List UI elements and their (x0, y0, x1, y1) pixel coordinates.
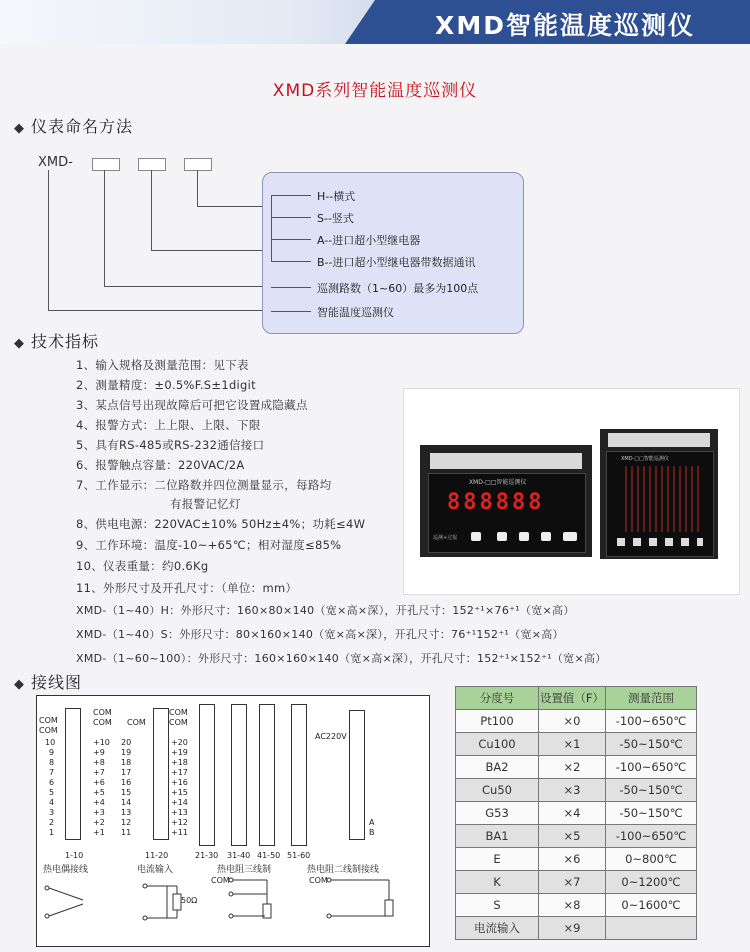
table-cell: 0~1600℃ (606, 894, 697, 917)
terminal-label: +16 (171, 778, 188, 787)
bus-label-a: A (369, 818, 375, 827)
range-label: 51-60 (287, 851, 311, 860)
product-photo (403, 388, 740, 595)
terminal-label: 1 (49, 828, 55, 837)
terminal-label: +18 (171, 758, 188, 767)
spec-item: 10、仪表重量：约0.6Kg (76, 559, 209, 573)
terminal-label: +1 (93, 828, 105, 837)
bracket-line (271, 195, 272, 261)
com-label: COM (39, 726, 58, 735)
terminal-label: +17 (171, 768, 188, 777)
table-cell: E (456, 848, 539, 871)
table-cell: Cu100 (456, 733, 539, 756)
com-label: COM (127, 718, 146, 727)
com-label: COM (93, 718, 112, 727)
terminal-label: 7 (49, 768, 55, 777)
terminal-label: +15 (171, 788, 188, 797)
diamond-bullet-icon: ◆ (14, 121, 25, 136)
table-cell: -50~150℃ (606, 733, 697, 756)
spec-item: 7、工作显示：二位路数并四位测量显示，每路均 (76, 478, 332, 492)
dimension-line: XMD-（1~40）S：外形尺寸：80×160×140（宽×高×深），开孔尺寸：76⁺¹152⁺¹（宽×高） (76, 628, 564, 641)
table-header-cell: 设置值（F） (539, 687, 606, 710)
terminal-label: +7 (93, 768, 105, 777)
device-button (497, 532, 507, 541)
device-top-plate (608, 433, 710, 447)
terminal-label: +11 (171, 828, 188, 837)
terminal-label: 9 (49, 748, 55, 757)
table-row (456, 871, 697, 894)
table-row (456, 917, 697, 940)
terminal-label: +10 (93, 738, 110, 747)
measurement-range-table (455, 686, 697, 940)
connector-line (48, 170, 49, 310)
table-cell: S (456, 894, 539, 917)
device-button (471, 532, 481, 541)
table-cell: -50~150℃ (606, 779, 697, 802)
device-buttons (617, 538, 703, 546)
document-title: XMD系列智能温度巡测仪 (272, 81, 478, 101)
com-label: COM (169, 718, 188, 727)
table-cell: 0~800℃ (606, 848, 697, 871)
terminal-label: 15 (121, 788, 132, 797)
terminal-label: +8 (93, 758, 105, 767)
terminal-label: +3 (93, 808, 105, 817)
table-row (456, 848, 697, 871)
device-button (563, 532, 577, 541)
caption: 热电阻三线制 (217, 865, 272, 875)
terminal-label: 19 (121, 748, 132, 757)
com-label: COM (39, 716, 58, 725)
table-cell: ×3 (539, 779, 606, 802)
bracket-line (271, 217, 311, 218)
model-slot-1 (92, 158, 120, 171)
caption: 热电阻二线制接线 (307, 865, 380, 875)
table-cell: BA2 (456, 756, 539, 779)
table-cell: K (456, 871, 539, 894)
caption: 电流输入 (137, 865, 174, 875)
terminal-strip-11-20 (153, 708, 169, 840)
model-slot-3 (184, 158, 212, 171)
table-cell: -100~650℃ (606, 710, 697, 733)
table-row (456, 825, 697, 848)
terminal-label: 16 (121, 778, 132, 787)
terminal-label: 13 (121, 808, 132, 817)
section-wiring (14, 670, 82, 693)
dimension-line: XMD-（1~40）H：外形尺寸：160×80×140（宽×高×深），开孔尺寸：152⁺¹×76⁺¹（宽×高） (76, 604, 575, 617)
com-label: COM (93, 708, 112, 717)
spec-item: 9、工作环境：温度-10~+65℃；相对湿度≤85% (76, 538, 342, 552)
spec-item: 6、报警触点容量：220VAC/2A (76, 458, 245, 472)
terminal-label: +9 (93, 748, 105, 757)
spec-item: 8、供电电源：220VAC±10% 50Hz±4%；功耗≤4W (76, 517, 366, 531)
section-naming (14, 114, 133, 137)
spec-item: 4、报警方式：上上限、上限、下限 (76, 418, 261, 432)
bracket-line (271, 195, 311, 196)
range-label: 31-40 (227, 851, 251, 860)
table-cell: ×0 (539, 710, 606, 733)
table-header-row (456, 687, 697, 710)
device-top-plate (430, 453, 582, 469)
terminal-label: 17 (121, 768, 132, 777)
table-header-cell: 测量范围 (606, 687, 697, 710)
com-label: COM (309, 876, 328, 885)
table-row (456, 733, 697, 756)
table-cell: -100~650℃ (606, 825, 697, 848)
bracket-line (271, 239, 311, 240)
terminal-label: +20 (171, 738, 188, 747)
device-label: XMD-□□智能巡测仪 (621, 456, 669, 462)
terminal-strip-41-50 (259, 704, 275, 846)
terminal-label: +19 (171, 748, 188, 757)
terminal-strip-1-10 (65, 708, 81, 840)
spec-item: 11、外形尺寸及开孔尺寸：（单位：mm） (76, 581, 298, 595)
device-front-panel (606, 451, 714, 557)
table-cell: ×1 (539, 733, 606, 756)
connector-line (197, 170, 198, 206)
dimension-line: XMD-（1~60~100）：外形尺寸：160×160×140（宽×高×深），开孔尺寸：152⁺¹×152⁺¹（宽×高） (76, 652, 607, 665)
device-button (541, 532, 551, 541)
wiring-schematics (37, 876, 429, 944)
terminal-label: 10 (45, 738, 56, 747)
terminal-strip-power (349, 710, 365, 840)
table-cell: ×8 (539, 894, 606, 917)
bracket-line (271, 311, 311, 312)
banner-title: XMD智能温度巡测仪 (435, 11, 695, 40)
table-cell: ×4 (539, 802, 606, 825)
device-horizontal (420, 445, 592, 557)
range-label: 11-20 (145, 851, 169, 860)
terminal-label: +6 (93, 778, 105, 787)
caption: 热电偶接线 (43, 865, 89, 875)
connector-line (197, 206, 269, 207)
spec-item: 5、具有RS-485或RS-232通信接口 (76, 438, 265, 452)
terminal-label: +4 (93, 798, 105, 807)
wiring-diagram (36, 695, 430, 947)
diamond-bullet-icon: ◆ (14, 677, 25, 692)
section-naming-title: 仪表命名方法 (31, 117, 134, 136)
connector-line (151, 170, 152, 250)
diamond-bullet-icon: ◆ (14, 336, 25, 351)
terminal-label: 6 (49, 778, 55, 787)
table-row (456, 756, 697, 779)
terminal-strip-51-60 (291, 704, 307, 846)
device-label: XMD-□□智能巡测仪 (469, 479, 527, 486)
terminal-label: +2 (93, 818, 105, 827)
terminal-label: 2 (49, 818, 55, 827)
table-header-cell: 分度号 (456, 687, 539, 710)
table-cell: 电流输入 (456, 917, 539, 940)
range-label: 41-50 (257, 851, 281, 860)
device-display: 888888 (447, 490, 545, 515)
table-row (456, 802, 697, 825)
legend-item: S--竖式 (317, 212, 354, 225)
bus-label-b: B (369, 828, 375, 837)
range-label: 21-30 (195, 851, 219, 860)
device-footer: 巡测+过报 (433, 535, 458, 541)
connector-line (151, 250, 269, 251)
terminal-label: 18 (121, 758, 132, 767)
table-cell: ×6 (539, 848, 606, 871)
spec-item: 1、输入规格及测量范围：见下表 (76, 358, 249, 372)
section-specs (14, 329, 99, 352)
resistor-label: 50Ω (181, 896, 198, 905)
table-cell: ×5 (539, 825, 606, 848)
terminal-label: +13 (171, 808, 188, 817)
section-specs-title: 技术指标 (31, 332, 100, 351)
terminal-label: 3 (49, 808, 55, 817)
com-label: COM (211, 876, 230, 885)
table-row (456, 894, 697, 917)
spec-item: 3、某点信号出现故障后可把它设置成隐藏点 (76, 398, 308, 412)
terminal-strip-21-30 (199, 704, 215, 846)
legend-item: A--进口超小型继电器 (317, 234, 421, 247)
power-label: AC220V (315, 732, 347, 741)
table-cell (606, 917, 697, 940)
table-cell: BA1 (456, 825, 539, 848)
table-cell: G53 (456, 802, 539, 825)
terminal-label: 14 (121, 798, 132, 807)
legend-item: B--进口超小型继电器带数据通讯 (317, 256, 476, 269)
device-front-panel (428, 473, 586, 553)
spec-item: 2、测量精度：±0.5%F.S±1digit (76, 378, 256, 392)
legend-item: 巡测路数（1~60）最多为100点 (317, 282, 479, 295)
table-cell: 0~1200℃ (606, 871, 697, 894)
model-prefix: XMD- (38, 155, 73, 170)
terminal-label: 11 (121, 828, 132, 837)
connector-line (104, 170, 105, 286)
table-cell: -50~150℃ (606, 802, 697, 825)
terminal-label: 12 (121, 818, 132, 827)
terminal-strip-31-40 (231, 704, 247, 846)
led-matrix (621, 466, 699, 532)
naming-legend (262, 172, 524, 334)
model-slot-2 (138, 158, 166, 171)
terminal-label: 4 (49, 798, 55, 807)
bracket-line (271, 287, 311, 288)
section-wiring-title: 接线图 (31, 673, 83, 692)
terminal-label: 8 (49, 758, 55, 767)
table-cell: Pt100 (456, 710, 539, 733)
table-cell: -100~650℃ (606, 756, 697, 779)
device-square (600, 429, 718, 559)
table-row (456, 779, 697, 802)
table-row (456, 710, 697, 733)
device-button (519, 532, 529, 541)
terminal-label: +12 (171, 818, 188, 827)
terminal-label: 5 (49, 788, 55, 797)
legend-item: H--横式 (317, 190, 356, 203)
com-label: COM (169, 708, 188, 717)
terminal-label: 20 (121, 738, 132, 747)
terminal-label: +5 (93, 788, 105, 797)
bracket-line (271, 261, 311, 262)
table-cell: ×7 (539, 871, 606, 894)
terminal-label: +14 (171, 798, 188, 807)
table-cell: ×2 (539, 756, 606, 779)
range-label: 1-10 (65, 851, 84, 860)
table-cell: ×9 (539, 917, 606, 940)
table-cell: Cu50 (456, 779, 539, 802)
legend-item: 智能温度巡测仪 (317, 306, 394, 319)
spec-item-continued: 有报警记忆灯 (170, 497, 241, 511)
